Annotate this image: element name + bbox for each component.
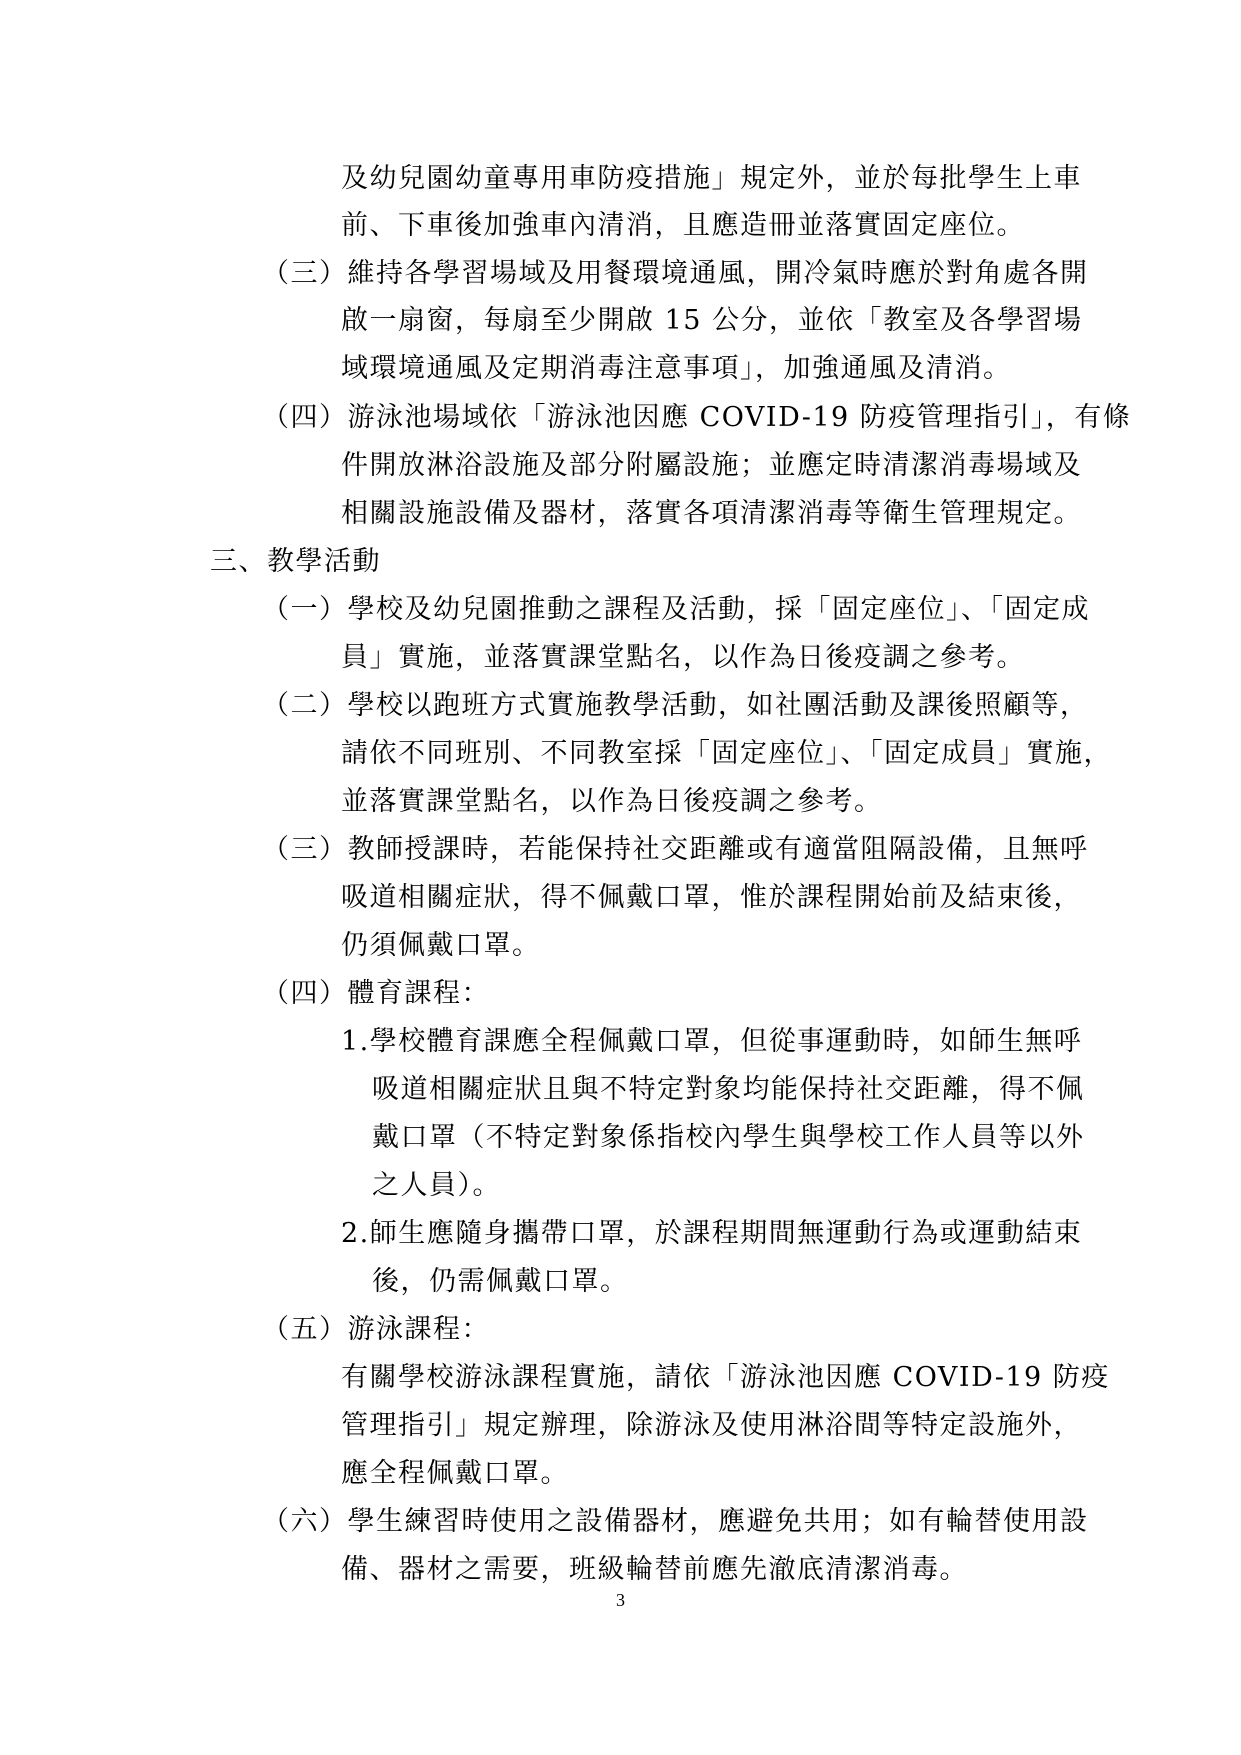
text-line: 並落實課堂點名，以作為日後疫調之參考。 (341, 786, 883, 817)
text-line: 戴口罩（不特定對象係指校內學生與學校工作人員等以外 (372, 1122, 1085, 1153)
text-line: 有關學校游泳課程實施，請依「游泳池因應 COVID-19 防疫 (341, 1362, 1110, 1393)
text-line: （四）游泳池場域依「游泳池因應 COVID-19 防疫管理指引」，有條 (262, 402, 1132, 433)
text-line: 之人員）。 (372, 1170, 501, 1201)
text-line: （三）教師授課時，若能保持社交距離或有適當阻隔設備，且無呼 (262, 834, 1089, 865)
text-line: 2.師生應隨身攜帶口罩，於課程期間無運動行為或運動結束 (341, 1218, 1083, 1249)
text-line: 吸道相關症狀且與不特定對象均能保持社交距離，得不佩 (372, 1074, 1085, 1105)
section-heading: 三、教學活動 (210, 546, 381, 577)
text-line: 備、器材之需要，班級輪替前應先澈底清潔消毒。 (341, 1554, 968, 1585)
text-line: 請依不同班別、不同教室採「固定座位」、「固定成員」實施， (341, 738, 1112, 769)
text-line: 域環境通風及定期消毒注意事項」，加強通風及清消。 (341, 353, 1012, 384)
text-line: 相關設施設備及器材，落實各項清潔消毒等衛生管理規定。 (341, 498, 1082, 529)
page-number: 3 (616, 1590, 625, 1610)
text-line: 前、下車後加強車內清消，且應造冊並落實固定座位。 (341, 210, 1025, 241)
text-line: 及幼兒園幼童專用車防疫措施」規定外，並於每批學生上車 (341, 163, 1082, 194)
text-line: 應全程佩戴口罩。 (341, 1458, 569, 1489)
text-line: （六）學生練習時使用之設備器材，應避免共用；如有輪替使用設 (262, 1506, 1089, 1537)
text-line: 員」實施，並落實課堂點名，以作為日後疫調之參考。 (341, 642, 1025, 673)
text-line: （三）維持各學習場域及用餐環境通風，開冷氣時應於對角處各開 (262, 258, 1089, 289)
text-line: （一）學校及幼兒園推動之課程及活動，採「固定座位」、「固定成 (262, 594, 1090, 625)
text-line: 管理指引」規定辦理，除游泳及使用淋浴間等特定設施外， (341, 1410, 1082, 1441)
text-line: 1.學校體育課應全程佩戴口罩，但從事運動時，如師生無呼 (341, 1026, 1083, 1057)
text-line: 件開放淋浴設施及部分附屬設施；並應定時清潔消毒場域及 (341, 450, 1082, 481)
text-line: 啟一扇窗，每扇至少開啟 15 公分，並依「教室及各學習場 (341, 305, 1083, 336)
text-line: 仍須佩戴口罩。 (341, 930, 541, 961)
text-line: 吸道相關症狀，得不佩戴口罩，惟於課程開始前及結束後， (341, 882, 1082, 913)
text-line: （二）學校以跑班方式實施教學活動，如社團活動及課後照顧等， (262, 690, 1089, 721)
text-line: 後，仍需佩戴口罩。 (372, 1266, 629, 1297)
text-line: （四）體育課程： (262, 978, 490, 1009)
text-line: （五）游泳課程： (262, 1314, 490, 1345)
